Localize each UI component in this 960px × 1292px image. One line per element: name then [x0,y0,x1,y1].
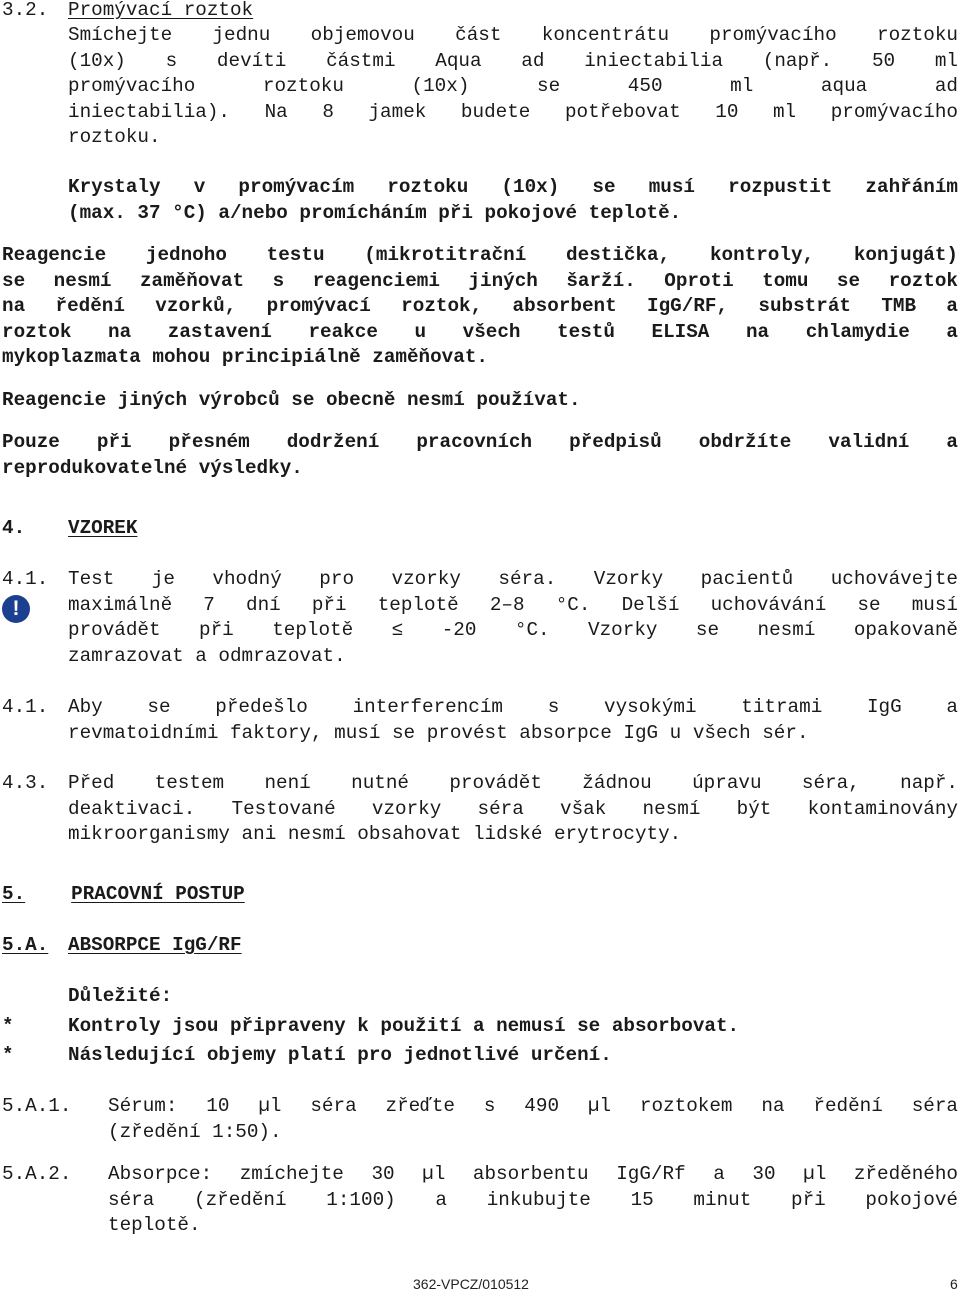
paragraph-line: se nesmí zaměňovat s reagenciemi jiných šarží. Oproti tomu se roztok [2,269,958,292]
item-4-1-text [68,567,958,669]
paragraph-line: maximálně 7 dní při teplotě 2–8 °C. Delší uchovávání se musí [68,593,958,616]
section-4-number: 4. [2,517,26,539]
paragraph-line: teplotě. [108,1214,201,1237]
paragraph-line: reprodukovatelné výsledky. [2,456,303,479]
paragraph-line: (zředění 1:50). [108,1120,282,1143]
item-4-1b-number: 4.1. [2,696,49,718]
paragraph-line: Absorpce: zmíchejte 30 µl absorbentu IgG/Rf a 30 µl zředěného [108,1163,958,1185]
item-4-3-text [68,771,958,848]
item-4-3-number: 4.3. [2,772,49,794]
step-5a2-text [108,1162,958,1239]
section-5-number-text: 5. [2,883,26,905]
paragraph-line: roztoku. [68,126,161,149]
section-3-2-number: 3.2. [2,0,49,21]
important-bullet: Kontroly jsou připraveny k použití a nemusí se absorbovat. [68,1015,740,1037]
item-4-1b-text [68,695,958,746]
section-3-2-title: Promývací roztok [68,0,254,21]
exclamation-icon: ! [2,595,30,623]
paragraph-line: promývacího roztoku (10x) se 450 ml aqua ad [68,75,958,98]
paragraph-line: roztok na zastavení reakce u všech testů ELISA na chlamydie a [2,320,958,343]
section-4-title: VZOREK [68,517,138,539]
section-5a-title: ABSORPCE IgG/RF [68,934,242,956]
paragraph-line: Krystaly v promývacím roztoku (10x) se musí rozpustit zahřáním [68,176,958,198]
page-number: 6 [950,1276,958,1292]
step-5a2-number: 5.A.2. [2,1163,72,1185]
paragraph-line: (10x) s devíti částmi Aqua ad iniectabilia (např. 50 ml [68,49,958,72]
document-code: 362-VPCZ/010512 [413,1276,529,1292]
paragraph-line: Aby se předešlo interferencím s vysokými titrami IgG a [68,696,958,718]
step-5a1-text [108,1094,958,1145]
crystals-note [68,175,958,226]
paragraph-line: deaktivaci. Testované vzorky séra však nesmí být kontaminovány [68,797,958,820]
paragraph-line: Sérum: 10 µl séra zřeďte s 490 µl roztokem na ředění séra [108,1095,958,1117]
paragraph-line: Smíchejte jednu objemovou část koncentrátu promývacího roztoku [68,24,958,46]
paragraph-line: Reagencie jednoho testu (mikrotitrační destička, kontroly, konjugát) [2,244,958,266]
paragraph-line: mykoplazmata mohou principiálně zaměňovat. [2,346,488,369]
section-5a-number: 5.A. [2,934,49,956]
bullet-marker: * [2,1044,14,1066]
step-5a1-number: 5.A.1. [2,1095,72,1117]
paragraph-line: (max. 37 °C) a/nebo promícháním při pokojové teplotě. [68,201,682,224]
paragraph-line: provádět při teplotě ≤ -20 °C. Vzorky se nesmí opakovaně [68,619,958,642]
section-5-number [2,882,272,908]
important-bullet: Následující objemy platí pro jednotlivé určení. [68,1044,612,1066]
paragraph-line: Pouze při přesném dodržení pracovních předpisů obdržíte validní a [2,431,958,453]
paragraph-line: zamrazovat a odmrazovat. [68,644,346,667]
paragraph-line: revmatoidními faktory, musí se provést absorpce IgG u všech sér. [68,721,809,744]
paragraph-line: Test je vhodný pro vzorky séra. Vzorky pacientů uchovávejte [68,568,958,590]
paragraph-line: na ředění vzorků, promývací roztok, absorbent IgG/RF, substrát TMB a [2,295,958,318]
wash-solution-paragraph [68,23,958,151]
item-4-1-number: 4.1. [2,568,49,590]
paragraph-line: Před testem není nutné provádět žádnou úpravu séra, např. [68,772,958,794]
other-makers-note: Reagencie jiných výrobců se obecně nesmí používat. [2,389,581,411]
reagents-paragraph [2,243,958,371]
important-label: Důležité: [68,985,173,1007]
validity-note [2,430,958,481]
section-5-title: PRACOVNÍ POSTUP [71,883,245,905]
paragraph-line: séra (zředění 1:100) a inkubujte 15 minut při pokojové [108,1188,958,1211]
bullet-marker: * [2,1015,14,1037]
paragraph-line: mikroorganismy ani nesmí obsahovat lidské erytrocyty. [68,823,682,846]
paragraph-line: iniectabilia). Na 8 jamek budete potřebovat 10 ml promývacího [68,100,958,123]
